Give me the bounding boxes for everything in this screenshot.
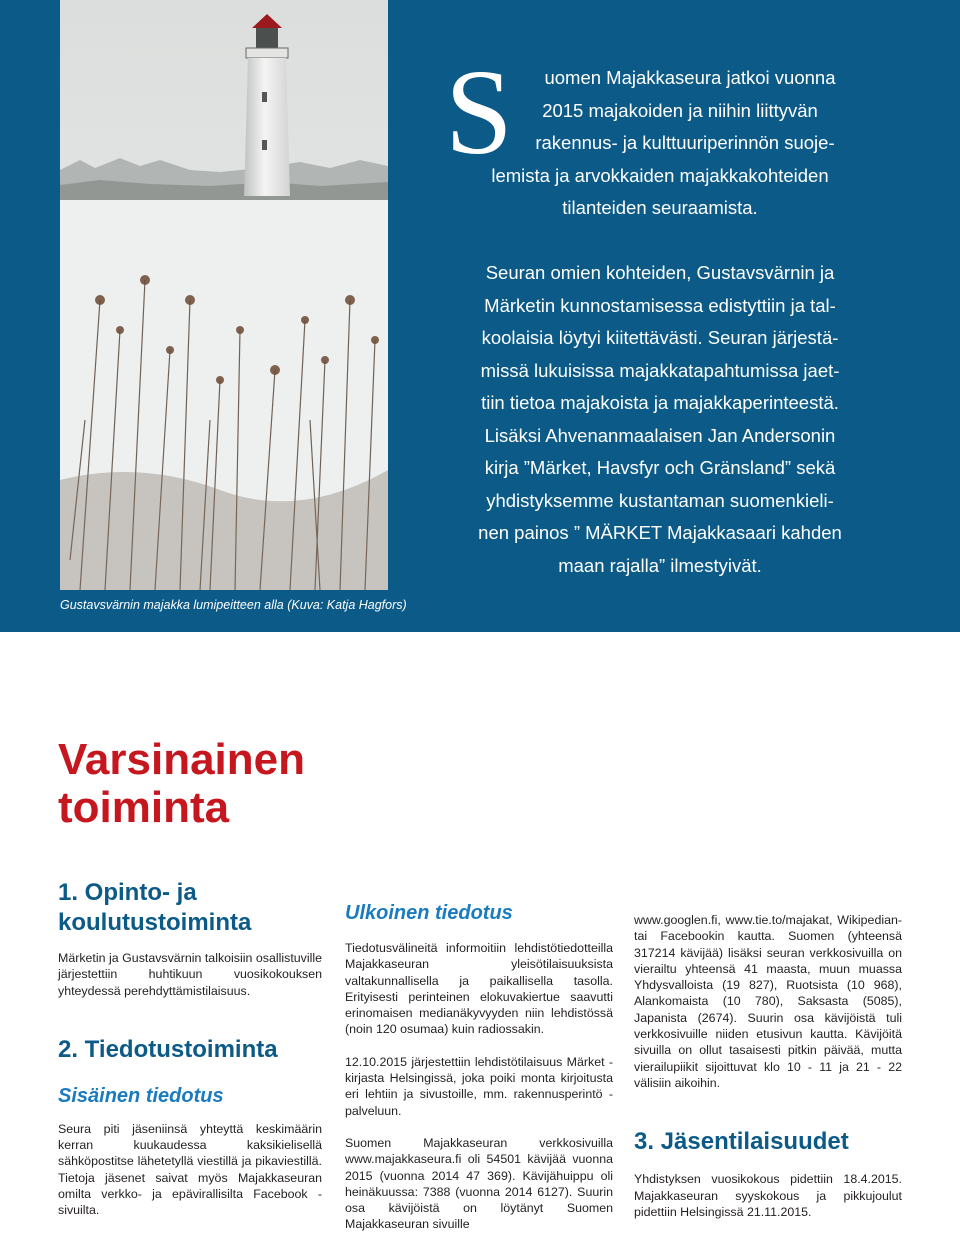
- lighthouse-photo: [60, 0, 388, 590]
- paragraph: Suomen Majakkaseuran verkkosivuilla www.majakkaseura.fi oli 54501 kävijää vuonna 2015 (vuonna 2014 47 369). Kävijähuippu oli heinäkuussa: 7388 (vuonna 2014 6127). Suurin osa kävijöistä on löytänyt Suomen Majakkaseuran sivuille: [345, 1135, 613, 1232]
- intro-line: tilanteiden seuraamista.: [562, 197, 758, 218]
- section-heading-1: 1. Opinto- ja koulutustoiminta: [58, 879, 252, 936]
- intro-line: Lisäksi Ahvenanmaalaisen Jan Andersonin: [484, 424, 836, 446]
- intro-line: missä lukuisissa majakkatapahtumissa jaet-: [480, 359, 840, 381]
- paragraph: www.googlen.fi, www.tie.to/majakat, Wikipedian- tai Facebookin kautta. Suomen (yhteensä 317214 kävijää) lisäksi seuran verkkosivuilla on vierailtu yhteensä 41 maasta, muun muassa Yhdysvalloista (19 827), Ruotsista (10 968), Alankomaista (10 780), Saksasta (5085), Japanista (2674). Suurin osa kävijöistä tuli verkkosivuille niiden etusivun kautta. Kävijöitä sivuilla on ollut tasaisesti pitkin päivää, mutta vierailupiikit sijoittuvat klo 10 - 11 ja 21 - 22 välisiin aikoihin.: [634, 913, 902, 1090]
- column-2: [345, 900, 613, 1233]
- intro-line: lemista ja arvokkaiden majakkakohteiden: [491, 164, 829, 186]
- intro-text: [460, 62, 860, 582]
- main-heading: Varsinainen toiminta: [58, 735, 306, 832]
- intro-line: yhdistyksemme kustantaman suomenkieli-: [486, 489, 834, 511]
- paragraph: Tiedotusvälineitä informoitiin lehdistötiedotteilla Majakkaseuran yleisötilaisuuksista valtakunnallisella ja paikallisella tasolla. Erityisesti perinteinen elokuvakiertue saavutti erinomaisen medianäkyvyyden niin lehdistössä (noin 120 osumaa) kuin radiossakin.: [345, 941, 613, 1037]
- intro-line: rakennus- ja kulttuuriperinnön suoje-: [535, 132, 835, 153]
- intro-line: Märketin kunnostamisessa edistyttiin ja tal-: [484, 294, 836, 316]
- intro-line: tiin tietoa majakoista ja majakkaperinteestä.: [481, 392, 839, 413]
- subheading-internal: Sisäinen tiedotus: [58, 1084, 224, 1107]
- intro-line: 2015 majakoiden ja niihin liittyvän: [542, 99, 818, 121]
- paragraph: 12.10.2015 järjestettiin lehdistötilaisuus Märket -kirjasta Helsingissä, joka poiki monta kirjoitusta eri lehtiin ja sivustoille, mm. rakennusperintö -palveluun.: [345, 1054, 613, 1118]
- intro-line: maan rajalla” ilmestyivät.: [558, 554, 762, 576]
- column-1: [58, 878, 322, 1219]
- paragraph: Märketin ja Gustavsvärnin talkoisiin osallistuville järjestettiin huhtikuun vuosikokouksen yhteydessä perehdyttämistilaisuus.: [58, 951, 322, 998]
- intro-line: kirja ”Märket, Havsfyr och Gränsland” sekä: [484, 457, 836, 478]
- drop-cap: S: [445, 45, 513, 180]
- intro-line: [460, 225, 860, 258]
- section-heading-3: 3. Jäsentilaisuudet: [634, 1128, 849, 1156]
- intro-line: koolaisia löytyi kiitettävästi. Seuran järjestä-: [481, 327, 839, 348]
- paragraph: Seura piti jäseniinsä yhteyttä keskimäärin kerran kuukaudessa kaksikielisellä sähköpostitse lähetetyllä viestillä ja pikaviestillä. Tietoja jäsenet saivat myös Majakkaseuran omilta verkko- ja epävirallisilta Facebook -sivuilta.: [58, 1121, 322, 1218]
- section-heading-2: 2. Tiedotustoiminta: [58, 1035, 278, 1063]
- photo-caption: Gustavsvärnin majakka lumipeitteen alla (Kuva: Katja Hagfors): [60, 598, 407, 612]
- column-3: [634, 912, 902, 1220]
- intro-line: Seuran omien kohteiden, Gustavsvärnin ja: [485, 262, 835, 283]
- paragraph: Yhdistyksen vuosikokous pidettiin 18.4.2015. Majakkaseuran syyskokous ja pikkujoulut pidettiin Helsingissä 21.11.2015.: [634, 1172, 902, 1219]
- intro-line: nen painos ” MÄRKET Majakkasaari kahden: [478, 522, 842, 543]
- subheading-external: Ulkoinen tiedotus: [345, 902, 513, 924]
- intro-line: uomen Majakkaseura jatkoi vuonna: [544, 67, 836, 88]
